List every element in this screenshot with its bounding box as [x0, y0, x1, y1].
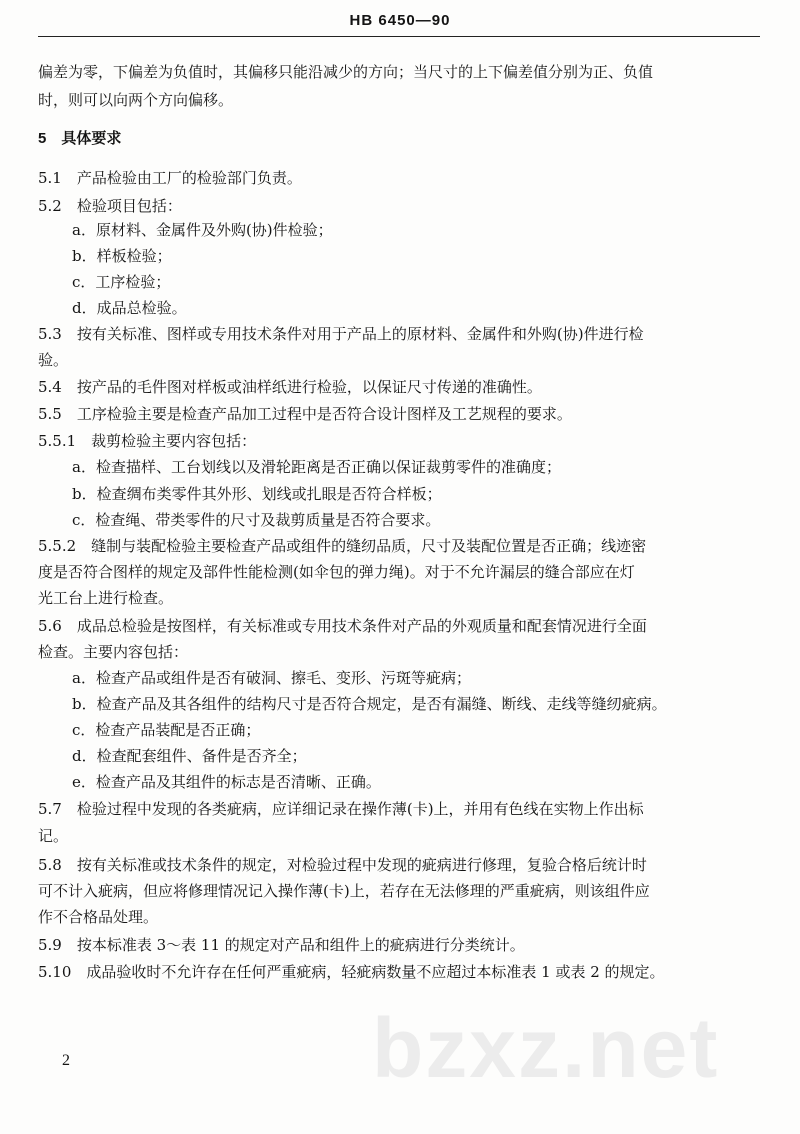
text-line: 5.8 按有关标准或技术条件的规定，对检验过程中发现的疵病进行修理，复验合格后统计时	[38, 856, 647, 874]
text-line: 偏差为零，下偏差为负值时，其偏移只能沿减少的方向；当尺寸的上下偏差值分别为正、负值	[38, 63, 654, 81]
text-line: 5.7 检验过程中发现的各类疵病，应详细记录在操作薄(卡)上，并用有色线在实物上作出标	[38, 800, 644, 818]
text-line: 5.3 按有关标准、图样或专用技术条件对用于产品上的原材料、金属件和外购(协)件进行检	[38, 325, 644, 343]
header-rule	[38, 36, 760, 37]
text-line: 光工台上进行检查。	[38, 589, 174, 607]
text-line: 5.6 成品总检验是按图样，有关标准或专用技术条件对产品的外观质量和配套情况进行全面	[38, 617, 647, 635]
text-line: 记。	[38, 827, 69, 845]
page-number: 2	[62, 1052, 70, 1069]
list-item: a．检查产品或组件是否有破洞、擦毛、变形、污斑等疵病；	[72, 669, 471, 687]
text-line: 5.9 按本标准表 3～表 11 的规定对产品和组件上的疵病进行分类统计。	[38, 936, 525, 954]
text-line: 检查。主要内容包括：	[38, 643, 189, 661]
text-line: 5.1 产品检验由工厂的检验部门负责。	[38, 169, 302, 187]
standard-code-header: HB 6450—90	[349, 12, 451, 29]
list-item: b．样板检验；	[72, 247, 172, 265]
text-line: 度是否符合图样的规定及部件性能检测(如伞包的弹力绳)。对于不允许漏层的缝合部应在灯	[38, 563, 635, 581]
text-line: 作不合格品处理。	[38, 908, 159, 926]
list-item: e．检查产品及其组件的标志是否清晰、正确。	[72, 773, 381, 791]
list-item: d．检查配套组件、备件是否齐全；	[72, 747, 307, 765]
section-heading: 5 具体要求	[38, 130, 122, 147]
text-line: 时，则可以向两个方向偏移。	[38, 91, 234, 109]
text-line: 5.2 检验项目包括：	[38, 197, 182, 215]
list-item: d．成品总检验。	[72, 299, 187, 317]
text-line: 5.10 成品验收时不允许存在任何严重疵病，轻疵病数量不应超过本标准表 1 或表 2 的规定。	[38, 963, 665, 981]
watermark: bzxz.net	[372, 1001, 720, 1095]
text-line: 可不计入疵病，但应将修理情况记入操作薄(卡)上，若存在无法修理的严重疵病，则该组件应	[38, 882, 650, 900]
text-line: 5.4 按产品的毛件图对样板或油样纸进行检验，以保证尺寸传递的准确性。	[38, 378, 542, 396]
list-item: a．检查描样、工台划线以及滑轮距离是否正确以保证裁剪零件的准确度；	[72, 458, 561, 476]
list-item: b．检查绸布类零件其外形、划线或扎眼是否符合样板；	[72, 485, 442, 503]
list-item: c．工序检验；	[72, 273, 171, 291]
text-line: 5.5.1 裁剪检验主要内容包括：	[38, 432, 257, 450]
text-line: 5.5.2 缝制与装配检验主要检查产品或组件的缝纫品质，尺寸及装配位置是否正确；线迹密	[38, 537, 647, 555]
list-item: c．检查绳、带类零件的尺寸及裁剪质量是否符合要求。	[72, 511, 441, 529]
list-item: b．检查产品及其各组件的结构尺寸是否符合规定，是否有漏缝、断线、走线等缝纫疵病。	[72, 695, 667, 713]
list-item: a．原材料、金属件及外购(协)件检验；	[72, 221, 333, 239]
list-item: c．检查产品装配是否正确；	[72, 721, 261, 739]
text-line: 验。	[38, 351, 69, 369]
text-line: 5.5 工序检验主要是检查产品加工过程中是否符合设计图样及工艺规程的要求。	[38, 405, 572, 423]
